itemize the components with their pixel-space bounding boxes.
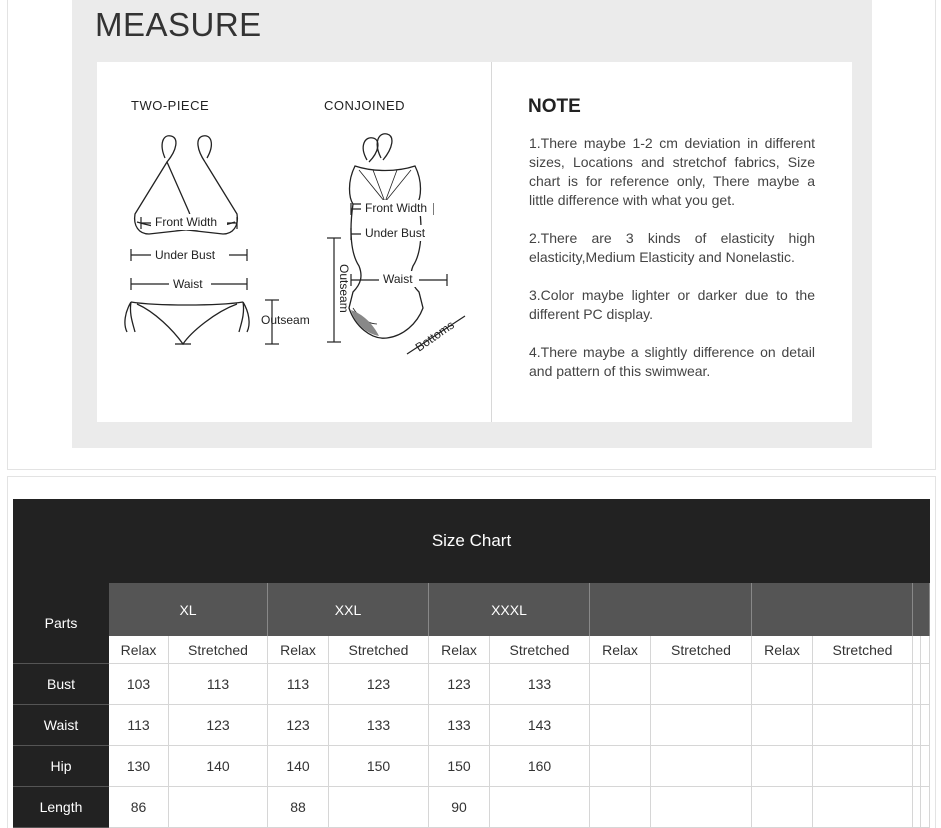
table-cell	[590, 787, 651, 828]
two-piece-label: TWO-PIECE	[131, 98, 210, 113]
table-cell	[813, 705, 913, 746]
table-cell-extra	[921, 664, 930, 705]
outseam-text-2: Outseam	[337, 264, 351, 313]
sub-header: Stretched	[329, 636, 429, 664]
note-item-4: 4.There maybe a slightly difference on detail and pattern of this swimwear.	[529, 344, 815, 379]
table-cell: 140	[268, 746, 329, 787]
table-cell: 150	[329, 746, 429, 787]
sub-header: Relax	[268, 636, 329, 664]
size-chart-header	[13, 499, 930, 583]
halter-string-left	[162, 136, 176, 162]
part-label: Length	[13, 787, 109, 828]
note-item-1: 1.There maybe 1-2 cm deviation in different sizes, Locations and stretchof fabrics, Size chart is for reference only, There maybe a little difference with what you get.	[529, 135, 815, 208]
size-header: XL	[109, 583, 268, 636]
table-cell	[590, 705, 651, 746]
parts-header: Parts	[13, 583, 109, 664]
table-cell	[752, 746, 813, 787]
table-cell	[651, 705, 752, 746]
front-width-text-2: Front Width	[365, 201, 428, 215]
size-header	[590, 583, 752, 636]
conjoined-label: CONJOINED	[324, 98, 406, 113]
table-cell	[752, 787, 813, 828]
part-label: Bust	[13, 664, 109, 705]
sub-header: Stretched	[490, 636, 590, 664]
sub-header: Relax	[590, 636, 651, 664]
table-cell	[813, 664, 913, 705]
table-cell: 130	[109, 746, 169, 787]
table-cell	[651, 787, 752, 828]
size-header	[752, 583, 913, 636]
table-cell	[651, 746, 752, 787]
bottoms-text: Bottoms	[412, 317, 457, 355]
note-item-2: 2.There are 3 kinds of elasticity high elasticity,Medium Elasticity and Nonelastic.	[529, 230, 815, 265]
table-cell: 90	[429, 787, 490, 828]
waist-text-2: Waist	[383, 272, 413, 286]
table-cell-extra	[921, 787, 930, 828]
table-cell	[752, 705, 813, 746]
sub-header: Relax	[752, 636, 813, 664]
table-cell: 113	[268, 664, 329, 705]
table-cell: 103	[109, 664, 169, 705]
bottom-waist	[131, 302, 243, 305]
table-cell	[169, 787, 268, 828]
size-header: XXXL	[429, 583, 590, 636]
table-cell-extra	[913, 787, 921, 828]
table-cell: 123	[429, 664, 490, 705]
halter-string-right	[198, 136, 211, 162]
part-label: Hip	[13, 746, 109, 787]
table-cell: 150	[429, 746, 490, 787]
table-cell: 123	[329, 664, 429, 705]
table-cell	[651, 664, 752, 705]
table-cell: 140	[169, 746, 268, 787]
under-bust-text: Under Bust	[155, 248, 216, 262]
table-cell-extra	[921, 746, 930, 787]
bottom-tie-right	[239, 302, 249, 332]
conjoined-text	[337, 200, 457, 354]
size-header-extra	[913, 583, 930, 636]
table-cell: 113	[109, 705, 169, 746]
under-bust-text-2: Under Bust	[365, 226, 426, 240]
note-item-3: 3.Color maybe lighter or darker due to the different PC display.	[529, 287, 815, 322]
bottom-tie-left	[125, 302, 135, 332]
swimwear-measure-diagram	[97, 62, 491, 422]
outseam-text: Outseam	[261, 313, 310, 327]
measure-title: MEASURE	[95, 6, 262, 43]
table-cell-extra	[913, 705, 921, 746]
table-cell: 133	[429, 705, 490, 746]
size-chart-title: Size Chart	[431, 531, 512, 550]
table-cell	[813, 787, 913, 828]
sub-header-extra	[913, 636, 921, 664]
table-cell: 133	[490, 664, 590, 705]
part-label: Waist	[13, 705, 109, 746]
note-title: NOTE	[528, 96, 581, 117]
bottom-body	[137, 304, 237, 344]
table-cell: 88	[268, 787, 329, 828]
sub-header: Stretched	[169, 636, 268, 664]
two-piece-diagram	[125, 136, 249, 344]
sub-header: Stretched	[651, 636, 752, 664]
table-cell: 143	[490, 705, 590, 746]
table-cell	[590, 746, 651, 787]
table-cell	[590, 664, 651, 705]
table-cell: 133	[329, 705, 429, 746]
table-cell: 113	[169, 664, 268, 705]
table-cell: 160	[490, 746, 590, 787]
table-cell	[752, 664, 813, 705]
table-cell: 123	[169, 705, 268, 746]
sub-header: Relax	[109, 636, 169, 664]
table-cell: 86	[109, 787, 169, 828]
sub-header: Relax	[429, 636, 490, 664]
front-width-text: Front Width	[155, 215, 218, 229]
table-cell	[813, 746, 913, 787]
waist-text: Waist	[173, 277, 203, 291]
table-cell: 123	[268, 705, 329, 746]
sub-header-extra	[921, 636, 930, 664]
table-cell	[490, 787, 590, 828]
table-cell-extra	[913, 746, 921, 787]
sub-header: Stretched	[813, 636, 913, 664]
table-cell-extra	[921, 705, 930, 746]
size-header: XXL	[268, 583, 429, 636]
table-cell-extra	[913, 664, 921, 705]
table-cell	[329, 787, 429, 828]
card-divider	[491, 62, 492, 422]
